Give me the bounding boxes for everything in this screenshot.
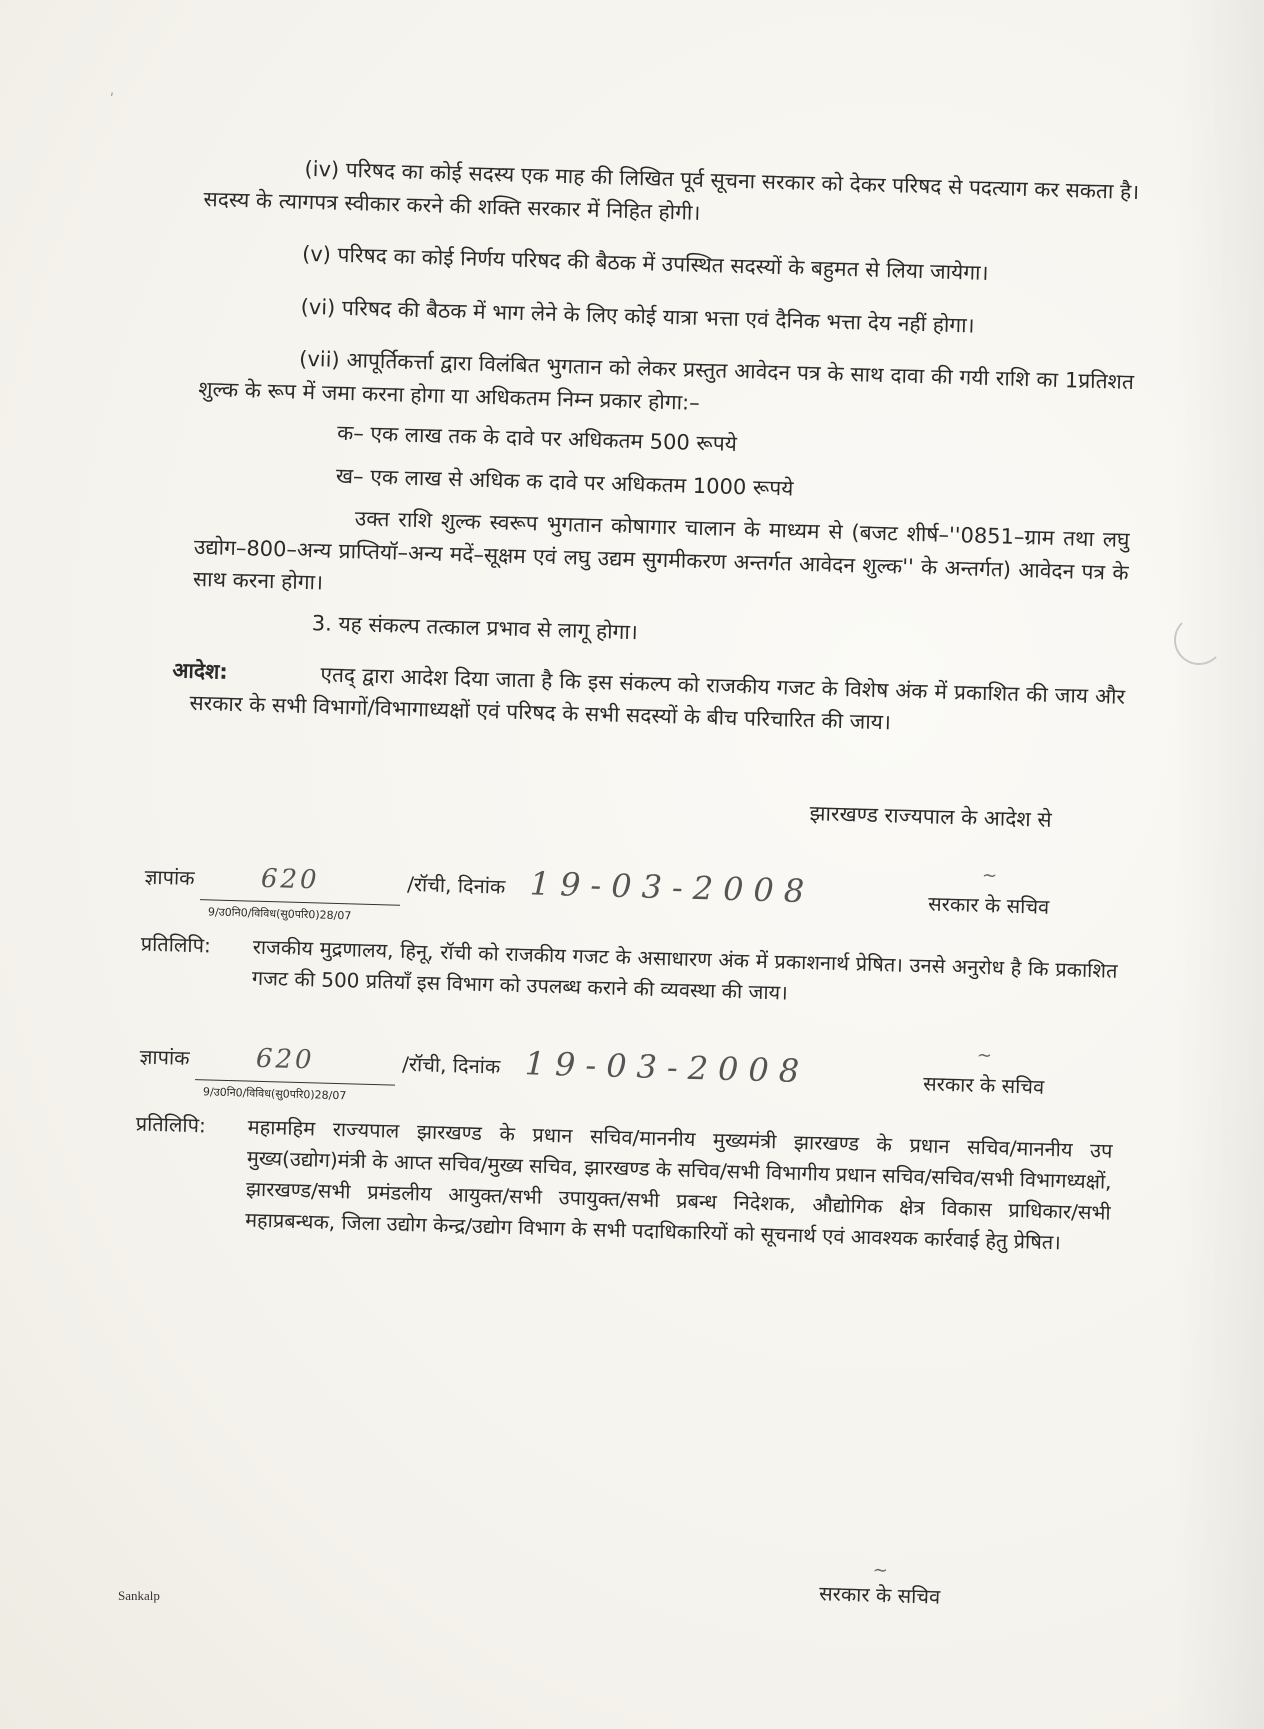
secretary-title: सरकार के सचिव — [927, 891, 1050, 919]
handwritten-date: 19-03-2008 — [524, 1044, 810, 1091]
copy-to-press — [140, 930, 1118, 1018]
resolution-effective: 3. यह संकल्प तत्काल प्रभाव से लागू होगा। — [311, 611, 639, 645]
handwritten-memo-number: 620 — [255, 1043, 315, 1076]
clause-vii-ka: क– एक लाख तक के दावे पर अधिकतम 500 रूपये — [336, 421, 738, 457]
clause-v: (v) परिषद का कोई निर्णय परिषद की बैठक में उपस्थित सदस्यों के बहुमत से लिया जायेगा। — [301, 241, 989, 286]
footer-label: Sankalp — [118, 1588, 160, 1603]
secretary-signature-2 — [923, 1041, 1046, 1103]
memo-number-2 — [139, 1029, 810, 1103]
secretary-title: सरकार के सचिव — [922, 1071, 1045, 1099]
signature-scribble: ~ — [872, 1559, 889, 1582]
signature-scribble: ~ — [976, 1045, 993, 1067]
secretary-signature-1 — [928, 861, 1051, 923]
clause-vii: (vii) आपूर्तिकर्त्ता द्वारा विलंबित भुगतान को लेकर प्रस्तुत आवेदन पत्र के साथ दावा की गयी राशि का 1प्रतिशत शुल्क के रूप में जमा करना होगा या अधिकतम निम्न प्रकार होगा:– — [197, 346, 1135, 415]
clause-vii-kha: ख– एक लाख से अधिक क दावे पर अधिकतम 1000 रूपये — [335, 463, 794, 501]
governor-order-line: झारखण्ड राज्यपाल के आदेश से — [809, 800, 1052, 832]
memo-place-date: /रॉची, दिनांक — [401, 1052, 501, 1079]
memo-number-field — [200, 863, 401, 923]
order-section — [172, 654, 1126, 745]
order-text: एतद् द्वारा आदेश दिया जाता है कि इस संकल्प को राजकीय गजट के विशेष अंक में प्रकाशित की जाय और सरकार के सभी विभागों/विभागाध्यक्षों एवं परिषद के सभी सदस्यों के बीच परिचारित की जाय। — [189, 661, 1126, 735]
memo-place-date: /रॉची, दिनांक — [406, 872, 506, 899]
scan-speck: ʹ — [110, 92, 114, 108]
clause-vi: (vi) परिषद की बैठक में भाग लेने के लिए कोई यात्रा भत्ता एवं दैनिक भत्ता देय नहीं होगा। — [300, 294, 975, 338]
memo-code: 9/उ0नि0/विविध(सु0परि0)28/07 — [207, 905, 352, 923]
signature-scribble: ~ — [981, 865, 998, 887]
clause-iv: (iv) परिषद का कोई सदस्य एक माह की लिखित पूर्व सूचना सरकार को देकर परिषद से पदत्याग कर सकता है। सदस्य के त्यागपत्र स्वीकार करने की शक्ति सरकार में निहित होगी। — [203, 156, 1140, 225]
scan-mark — [1174, 615, 1224, 665]
order-label: आदेश: — [172, 657, 229, 684]
document-body — [135, 150, 1140, 1260]
budget-head-paragraph: उक्त राशि शुल्क स्वरूप भुगतान कोषागार चालान के माध्यम से (बजट शीर्ष–''0851–ग्राम तथा लघु उद्योग–800–अन्य प्राप्तियॉ–अन्य मदें–सूक्षम एवं लघु उद्यम सुगमीकरण अन्तर्गत आवेदन शुल्क'' के अन्तर्गत) आवेदन पत्र के साथ करना होगा। — [192, 506, 1130, 595]
copy-label: प्रतिलिपि: — [140, 931, 212, 958]
memo-block-1 — [144, 830, 1121, 926]
memo-label: ज्ञापांक — [139, 1044, 190, 1071]
memo-label: ज्ञापांक — [144, 864, 195, 891]
memo-code: 9/उ0नि0/विविध(सु0परि0)28/07 — [202, 1085, 347, 1103]
secretary-title: सरकार के सचिव — [818, 1581, 941, 1609]
handwritten-memo-number: 620 — [260, 863, 320, 896]
handwritten-date: 19-03-2008 — [529, 864, 815, 911]
copy-text: महामहिम राज्यपाल झारखण्ड के प्रधान सचिव/माननीय मुख्यमंत्री झारखण्ड के प्रधान सचिव/माननीय उप मुख्य(उद्योग)मंत्री के आप्त सचिव/मुख्य सचिव, झारखण्ड के सचिव/सभी विभागीय प्रधान सचिव/सचिव/सभी विभागध्यक्षों, झारखण्ड/सभी प्रमंडलीय आयुक्त/सभी उपायुक्त/सभी प्रबन्ध निदेशक, औद्योगिक क्षेत्र विकास प्राधिकार/सभी महाप्रबन्धक, जिला उद्योग केन्द्र/उद्योग विभाग के सभी पदाधिकारियों को सूचनार्थ एवं आवश्यक कार्रवाई हेतु प्रेषित। — [244, 1114, 1113, 1255]
memo-block-2 — [139, 1010, 1116, 1106]
memo-number-field — [195, 1043, 396, 1103]
memo-number-1 — [144, 849, 815, 923]
final-secretary-signature — [789, 1557, 970, 1610]
copy-text: राजकीय मुद्रणालय, हिनू, रॉची को राजकीय गजट के असाधारण अंक में प्रकाशनार्थ प्रेषित। उनसे अनुरोध है कि प्रकाशित गजट की 500 प्रतियॉं इस विभाग को उपलब्ध कराने की व्यवस्था की जाय। — [251, 934, 1118, 1005]
copy-to-officials — [135, 1110, 1113, 1260]
copy-label: प्रतिलिपि: — [135, 1111, 207, 1138]
scan-edge-shadow — [1174, 0, 1264, 1729]
